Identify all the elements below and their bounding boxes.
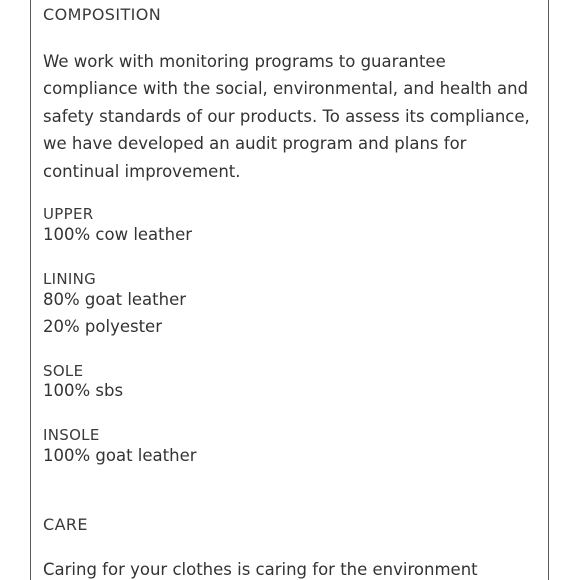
composition-description: We work with monitoring programs to guarantee compliance with the social, environmental, and health and safety standards of our products. To assess its compliance, we have developed an audit program and plans for continual improvement. bbox=[43, 52, 530, 181]
lining-value: 80% goat leather bbox=[43, 290, 187, 309]
sole-value: 100% sbs bbox=[43, 381, 124, 400]
upper-label: UPPER bbox=[43, 205, 94, 223]
care-description: Caring for your clothes is caring for the environment bbox=[43, 560, 478, 579]
insole-value: 100% goat leather bbox=[43, 446, 197, 465]
sole-label: SOLE bbox=[43, 362, 84, 380]
upper-value: 100% cow leather bbox=[43, 225, 193, 244]
insole-label: INSOLE bbox=[43, 426, 100, 444]
lining-value: 20% polyester bbox=[43, 317, 162, 336]
composition-heading: COMPOSITION bbox=[43, 5, 162, 24]
care-heading: CARE bbox=[43, 515, 88, 534]
lining-label: LINING bbox=[43, 270, 97, 288]
